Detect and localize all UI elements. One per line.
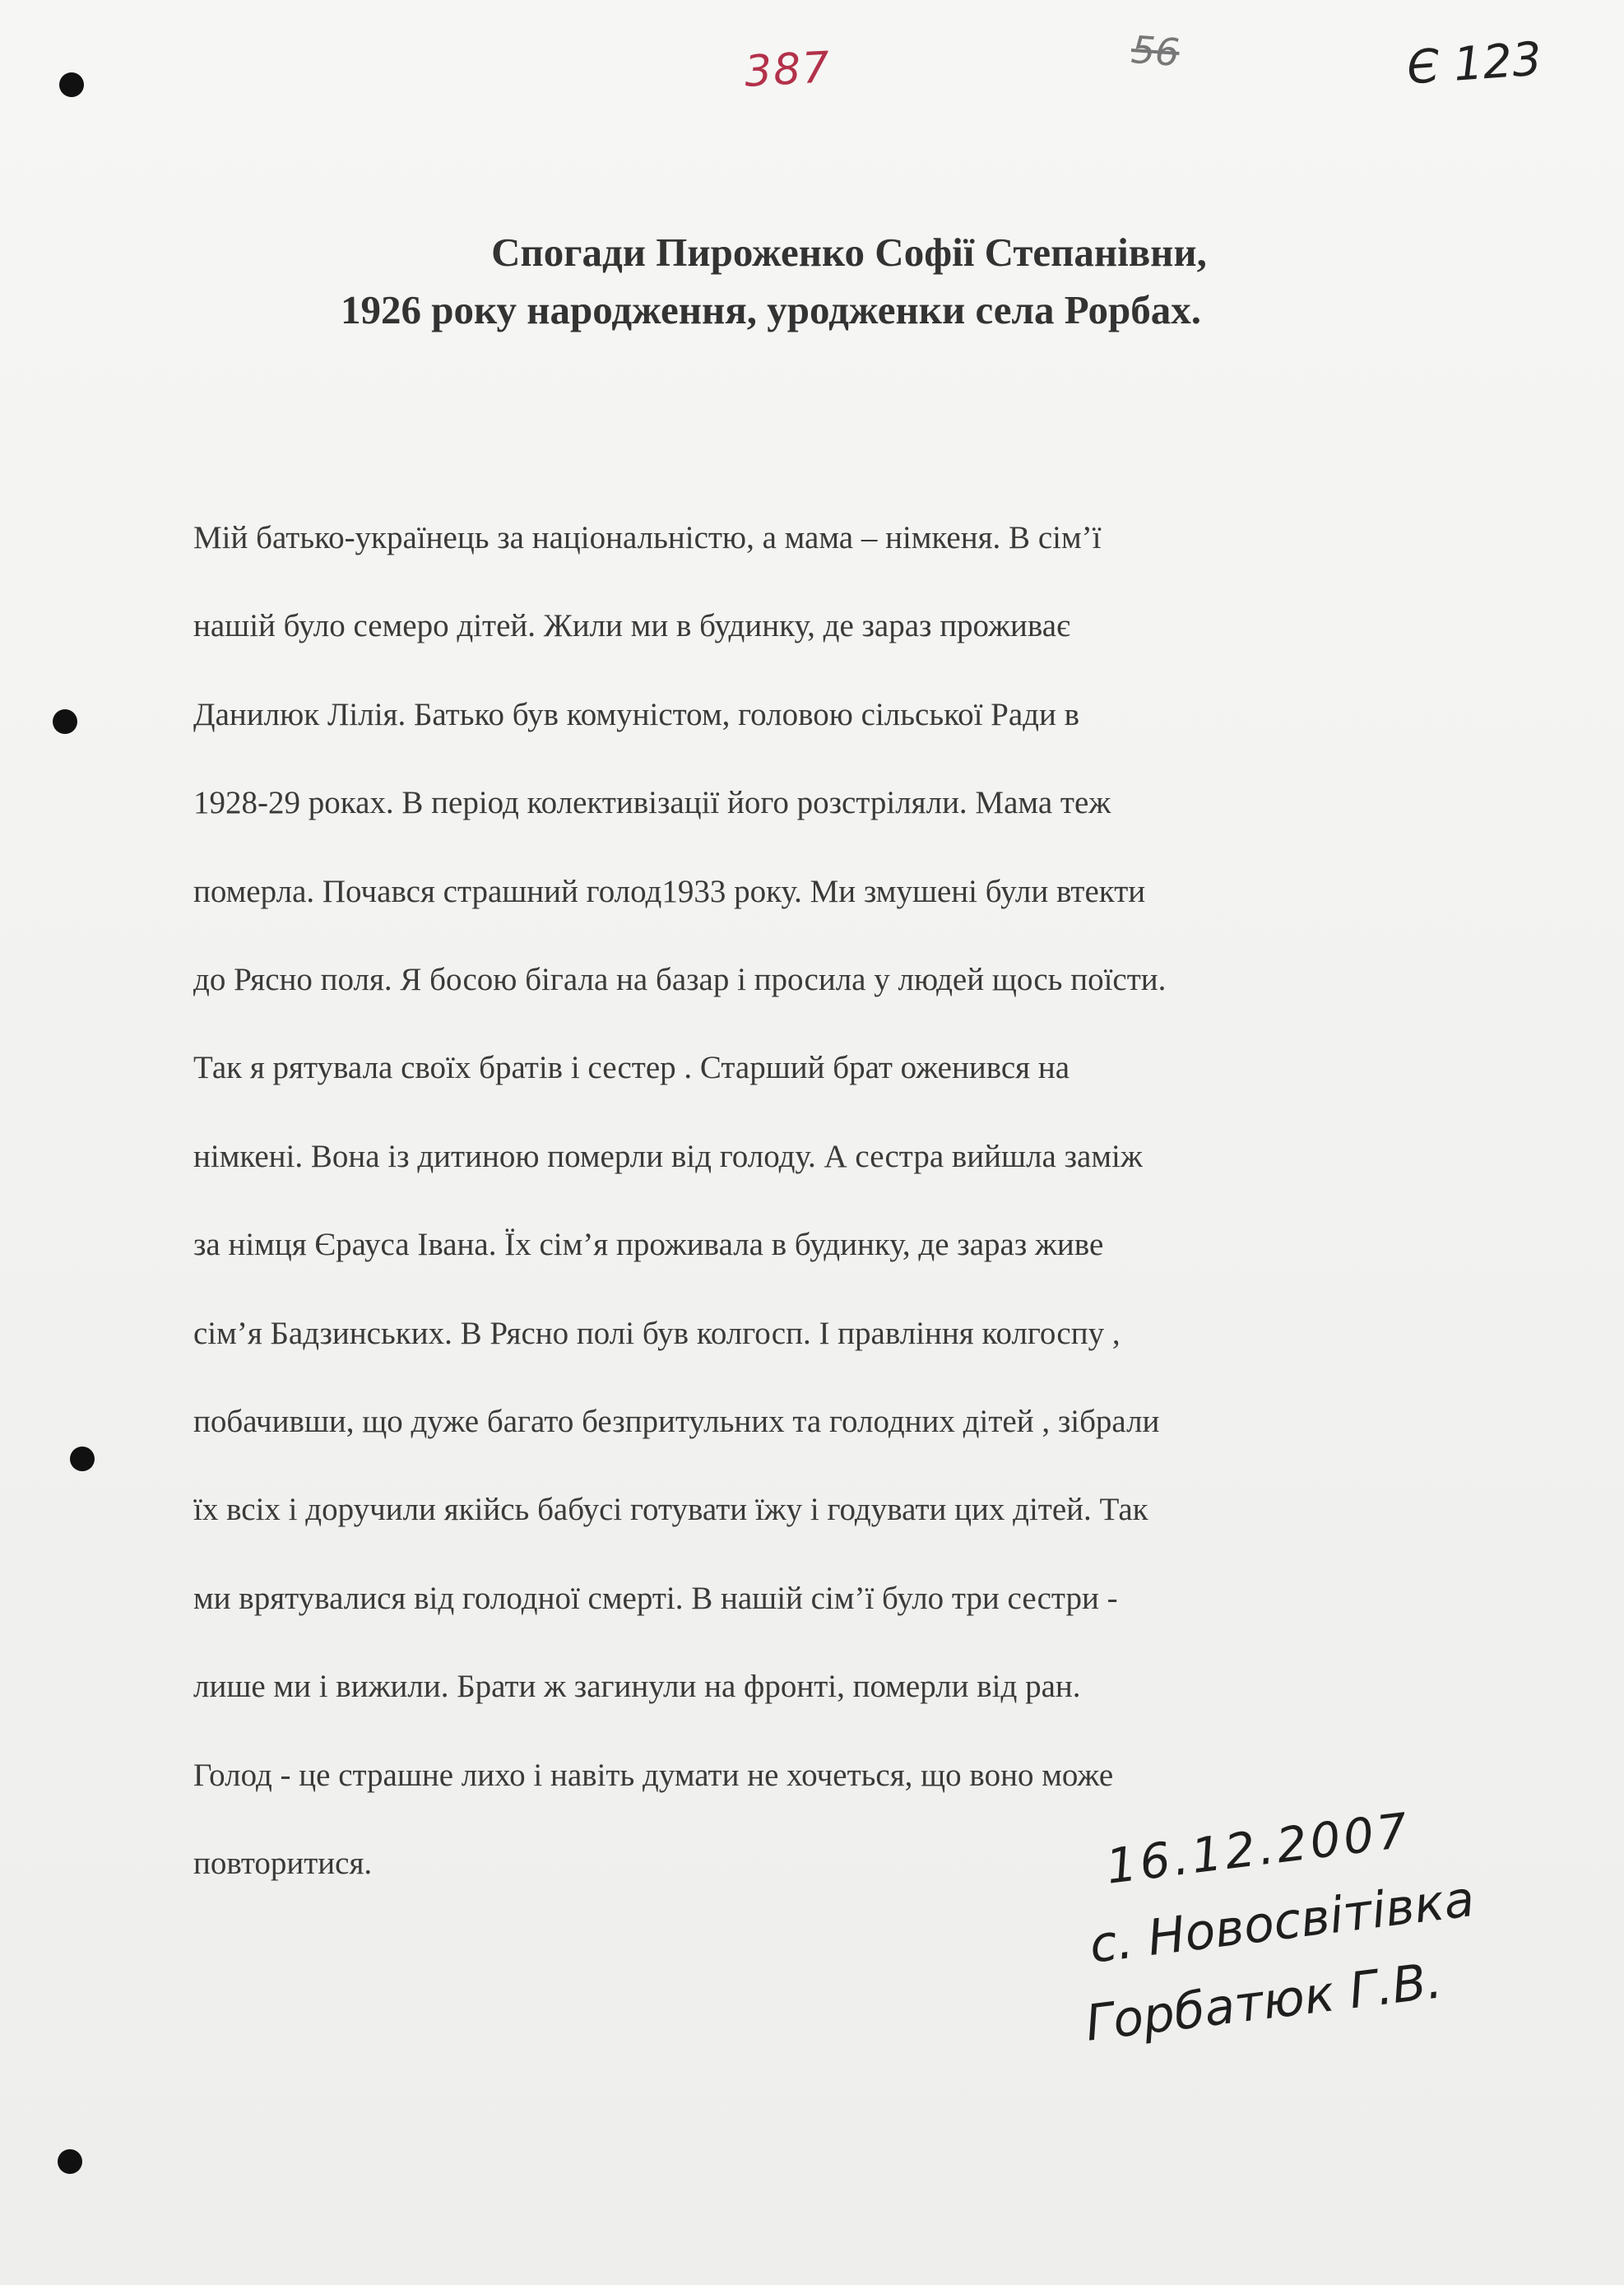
body-line: їх всіх і доручили якійсь бабусі готувати їжу і годувати цих дітей. Так (193, 1492, 1148, 1528)
signature-place: с. Новосвітівка (1086, 1869, 1478, 1975)
punch-hole (59, 72, 84, 97)
body-line: за німця Єрауса Івана. Їх сім’я проживала в будинку, де зараз живе (193, 1227, 1104, 1263)
body-line: Данилюк Лілія. Батько був комуністом, головою сільської Ради в (193, 696, 1080, 732)
body-line: 1928-29 роках. В період колективізації його розстріляли. Мама теж (193, 785, 1111, 821)
body-line: повторитися. (193, 1846, 373, 1882)
body-line: Так я рятувала своїх братів і сестер . Старший брат оженився на (193, 1050, 1070, 1086)
body-line: до Рясно поля. Я босою бігала на базар і просила у людей щось поїсти. (193, 962, 1167, 998)
punch-hole (70, 1447, 95, 1471)
memoir-body (193, 494, 1477, 1908)
signature-name: Горбатюк Г.В. (1082, 1952, 1445, 2053)
body-line: ми врятувалися від голодної смерті. В нашій сім’ї було три сестри - (193, 1580, 1118, 1616)
punch-hole (53, 709, 77, 734)
body-line: померла. Почався страшний голод1933 року. Ми змушені були втекти (193, 873, 1146, 909)
body-line: Мій батько-українець за національністю, а мама – німкеня. В сім’ї (193, 520, 1102, 555)
body-line: побачивши, що дуже багато безпритульних та голодних дітей , зібрали (193, 1404, 1160, 1440)
document-title-line-2: 1926 року народження, уродженки села Рорбах. (340, 287, 1201, 332)
archive-number-red: 387 (743, 43, 833, 97)
archive-number-right: Є 123 (1404, 32, 1543, 95)
body-line: сім’я Бадзинських. В Рясно полі був колгосп. І правління колгоспу , (193, 1315, 1121, 1351)
punch-hole (58, 2149, 82, 2174)
body-line: лише ми і вижили. Брати ж загинули на фронті, померли від ран. (193, 1669, 1081, 1705)
body-line: нашій було семеро дітей. Жили ми в будинку, де зараз проживає (193, 608, 1070, 644)
archive-number-struck: 56 (1130, 27, 1181, 75)
signature-date: 16.12.2007 (1102, 1801, 1414, 1895)
body-line: німкені. Вона із дитиною померли від голоду. А сестра вийшла заміж (193, 1138, 1143, 1174)
body-line: Голод - це страшне лихо і навіть думати не хочеться, що воно може (193, 1757, 1114, 1793)
document-title-line-1: Спогади Пироженко Софії Степанівни, (491, 230, 1207, 275)
